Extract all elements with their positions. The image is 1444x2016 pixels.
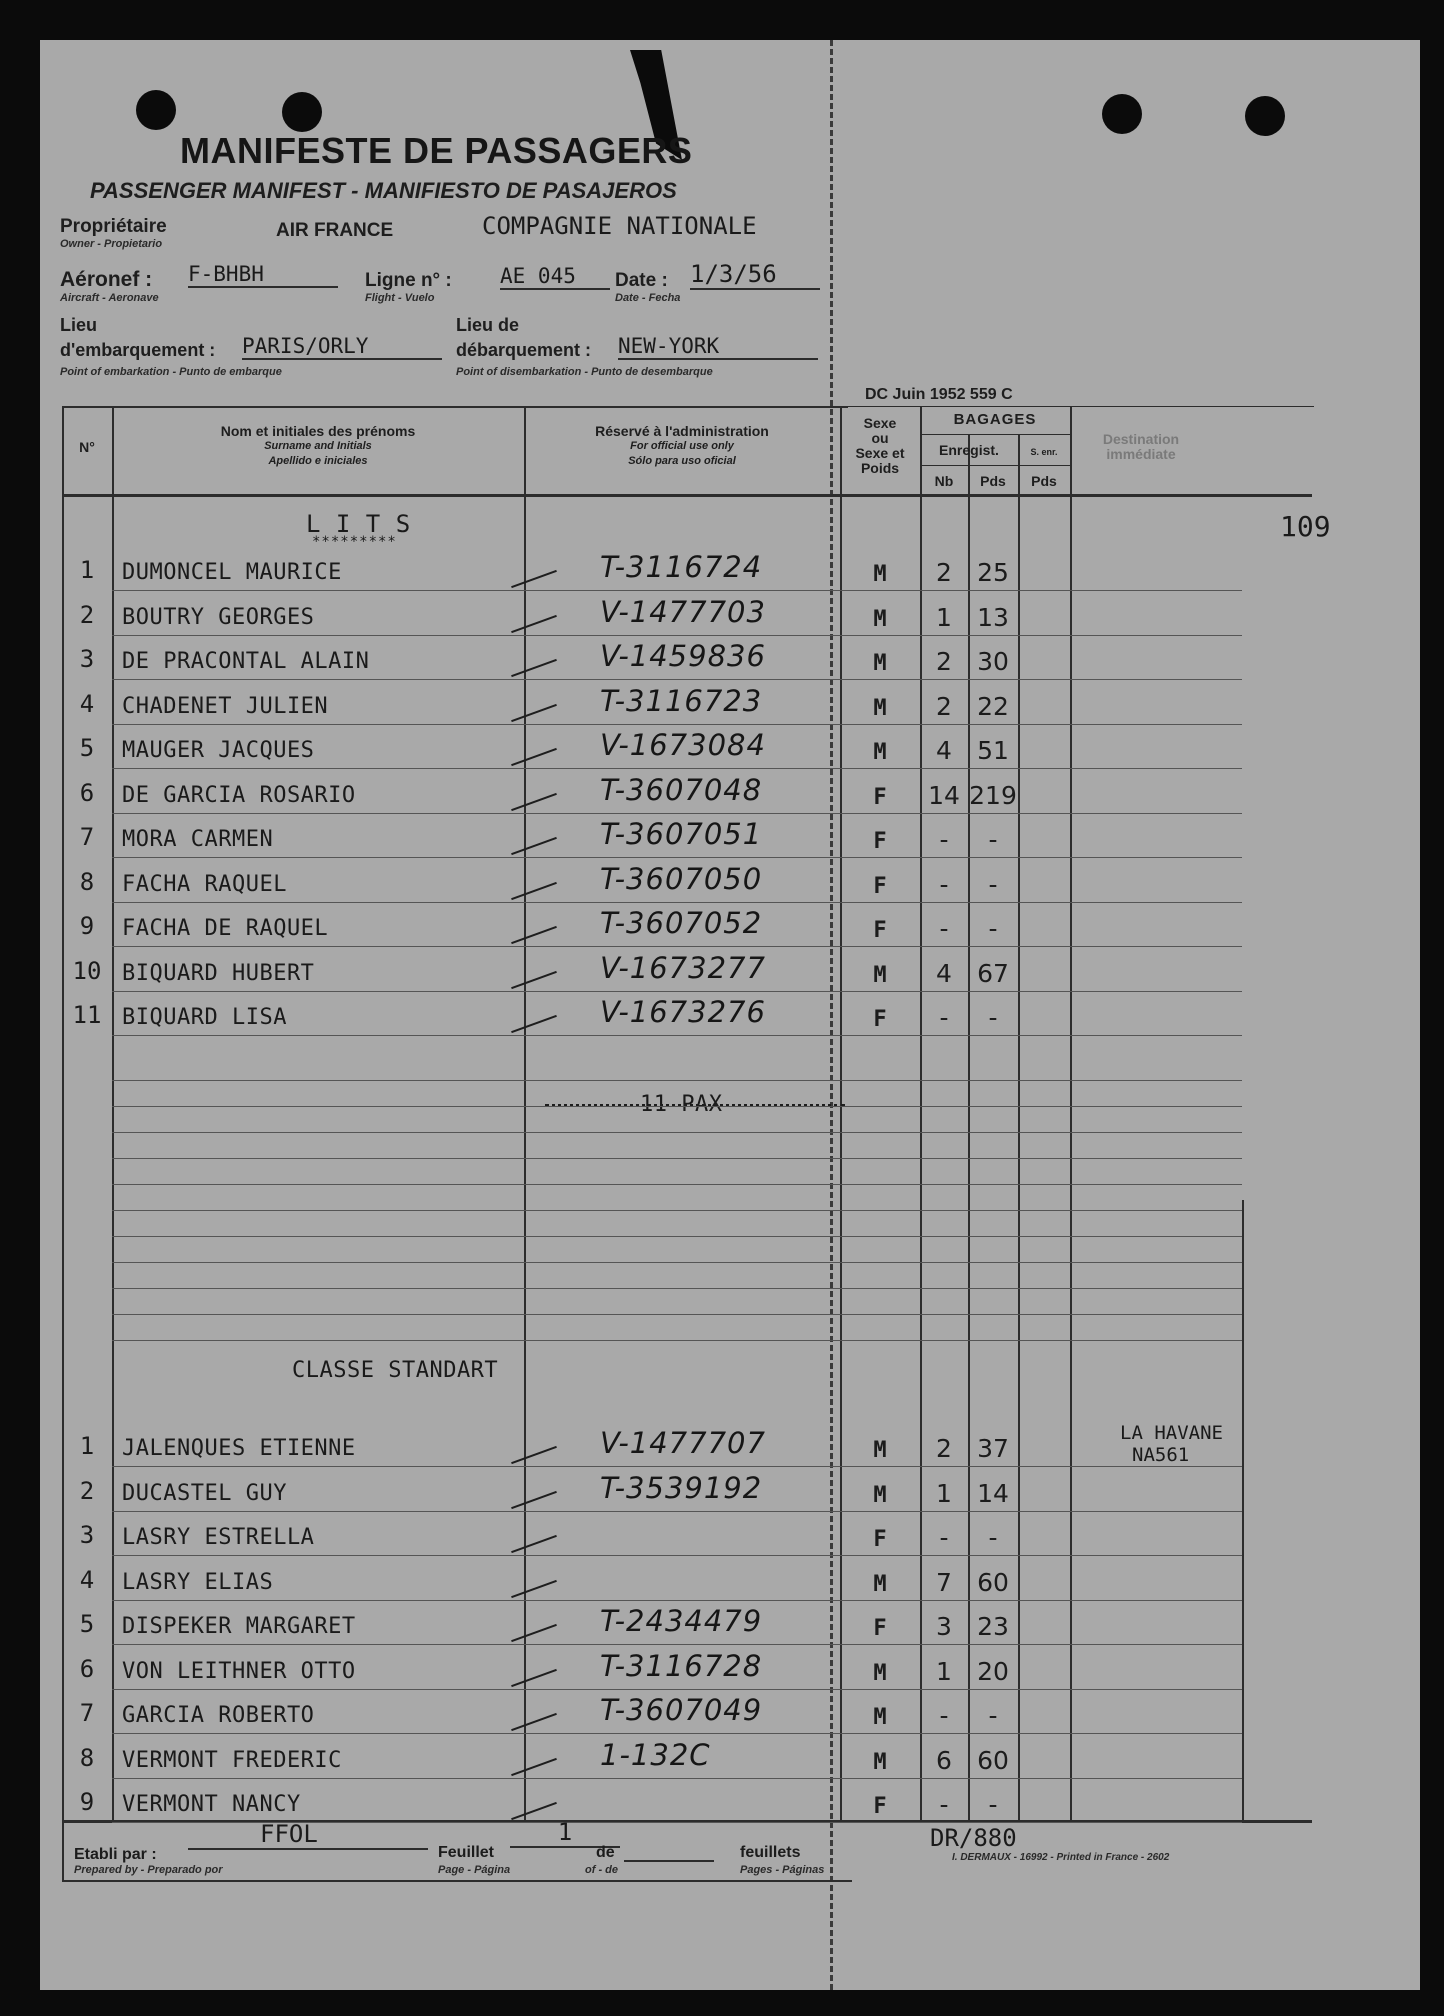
- baggage-count: 1: [936, 602, 952, 632]
- check-mark: [511, 1713, 557, 1731]
- embark-label-line2: d'embarquement :: [60, 340, 216, 360]
- embark-value: PARIS/ORLY: [242, 334, 442, 360]
- check-mark: [511, 881, 557, 899]
- baggage-weight: 67: [977, 958, 1009, 988]
- passenger-name: BIQUARD HUBERT: [122, 960, 315, 986]
- page-subtitle: PASSENGER MANIFEST - MANIFIESTO DE PASAJEROS: [90, 178, 677, 203]
- baggage-count: 4: [936, 958, 952, 988]
- passenger-name: DE GARCIA ROSARIO: [122, 782, 356, 808]
- passenger-sex: M: [873, 1749, 887, 1775]
- passenger-name: LASRY ELIAS: [122, 1569, 274, 1595]
- check-mark: [511, 748, 557, 766]
- col-header-destination-line: Destination: [1102, 431, 1180, 447]
- blank-row-rule: [112, 1236, 1242, 1237]
- row-rule: [112, 1733, 1242, 1734]
- row-number: 6: [79, 1654, 95, 1683]
- prepared-by-sublabel: Prepared by - Preparado por: [74, 1864, 223, 1876]
- blank-row-rule: [112, 1210, 1242, 1211]
- row-rule: [112, 857, 1242, 858]
- baggage-weight: 20: [977, 1656, 1009, 1686]
- baggage-weight: -: [988, 825, 998, 854]
- section-classe-label: CLASSE STANDART: [292, 1358, 499, 1383]
- row-rule: [112, 590, 1242, 591]
- row-rule: [112, 1511, 1242, 1512]
- baggage-weight: 13: [977, 602, 1009, 632]
- baggage-count: 2: [936, 1434, 952, 1463]
- row-rule: [112, 1778, 1242, 1779]
- sheet-sublabel: Page - Página: [438, 1864, 511, 1876]
- official-ticket-number: 1-132C: [600, 1737, 711, 1772]
- check-mark: [511, 1624, 557, 1642]
- passenger-sex: M: [873, 1482, 887, 1508]
- row-number: 1: [79, 556, 95, 584]
- col-header-sex-line: Sexe et: [855, 445, 905, 461]
- row-number: 5: [79, 1610, 95, 1638]
- row-number: 4: [79, 1565, 95, 1594]
- date-sublabel: Date - Fecha: [615, 292, 681, 304]
- blank-row-rule: [112, 1080, 1242, 1081]
- row-rule: [112, 1555, 1242, 1556]
- passenger-name: FACHA DE RAQUEL: [122, 916, 329, 941]
- row-number: 8: [79, 867, 95, 896]
- passenger-name: DUMONCEL MAURICE: [122, 560, 342, 585]
- row-rule: [112, 1689, 1242, 1690]
- row-number: 3: [79, 1521, 95, 1549]
- passenger-name: BOUTRY GEORGES: [122, 604, 315, 630]
- baggage-count: 3: [936, 1612, 952, 1641]
- row-rule: [112, 946, 1242, 947]
- official-ticket-number: T-3607051: [600, 817, 763, 851]
- passenger-sex: M: [873, 740, 887, 765]
- col-header-name-en: Surname and Initials: [264, 440, 372, 452]
- baggage-count: -: [939, 1790, 949, 1819]
- passenger-name: GARCIA ROBERTO: [122, 1703, 315, 1728]
- passenger-rows: [40, 40, 1420, 1990]
- baggage-weight: -: [988, 914, 998, 943]
- passenger-sex: F: [873, 1616, 887, 1641]
- official-ticket-number: V-1477703: [600, 594, 766, 629]
- passenger-name: DISPEKER MARGARET: [122, 1614, 356, 1639]
- passenger-name: FACHA RAQUEL: [122, 871, 287, 897]
- passenger-name: VERMONT FREDERIC: [122, 1747, 342, 1773]
- blank-row-rule: [112, 1184, 1242, 1185]
- passenger-sex: F: [873, 1007, 887, 1032]
- row-rule: [112, 1035, 1242, 1036]
- passenger-name: JALENQUES ETIENNE: [122, 1436, 356, 1461]
- blank-row-rule: [112, 1288, 1242, 1289]
- passenger-sex: M: [873, 651, 887, 676]
- passenger-sex: F: [873, 1794, 887, 1819]
- baggage-weight: 30: [977, 647, 1009, 676]
- passenger-name: LASRY ESTRELLA: [122, 1525, 315, 1550]
- passenger-name: DUCASTEL GUY: [122, 1480, 287, 1506]
- baggage-count: 2: [936, 691, 952, 721]
- official-ticket-number: T-3539192: [600, 1470, 763, 1505]
- passenger-name: VON LEITHNER OTTO: [122, 1658, 356, 1684]
- aircraft-value: F-BHBH: [188, 262, 338, 288]
- baggage-count: 2: [936, 647, 952, 676]
- official-ticket-number: T-3607049: [600, 1693, 763, 1727]
- passenger-name: MAUGER JACQUES: [122, 738, 315, 763]
- check-mark: [511, 1535, 557, 1553]
- check-mark: [511, 1446, 557, 1464]
- disembark-label-line1: Lieu de: [456, 315, 520, 335]
- disembark-label-line2: débarquement :: [456, 340, 592, 360]
- blank-row-rule: [112, 1158, 1242, 1159]
- check-mark: [511, 1015, 557, 1033]
- baggage-count: -: [939, 1003, 949, 1032]
- owner-value: AIR FRANCE: [276, 220, 394, 241]
- blank-row-rule: [112, 1106, 1242, 1107]
- destination-value: LA HAVANE: [1120, 1422, 1223, 1444]
- row-number: 2: [79, 1476, 95, 1505]
- sheets-label: feuillets: [740, 1844, 801, 1861]
- col-header-no: N°: [79, 439, 95, 455]
- passenger-sex: M: [873, 1660, 887, 1686]
- official-ticket-number: V-1673276: [600, 995, 766, 1029]
- flight-label: Ligne n° :: [365, 270, 452, 291]
- passenger-name: MORA CARMEN: [122, 827, 274, 852]
- destination-flight: NA561: [1132, 1444, 1190, 1466]
- passenger-sex: F: [873, 918, 887, 943]
- row-number: 2: [79, 600, 95, 629]
- baggage-count: 1: [936, 1656, 952, 1686]
- baggage-weight: 60: [977, 1745, 1009, 1775]
- check-mark: [511, 970, 557, 988]
- check-mark: [511, 926, 557, 944]
- col-header-pds: Pds: [980, 473, 1006, 489]
- baggage-count: -: [939, 914, 949, 943]
- check-mark: [511, 570, 557, 588]
- passenger-name: CHADENET JULIEN: [122, 693, 329, 719]
- page-title: MANIFESTE DE PASSAGERS: [180, 130, 693, 171]
- of-label: de: [596, 1844, 615, 1861]
- col-header-name-fr: Nom et initiales des prénoms: [220, 423, 416, 439]
- baggage-weight: -: [988, 1523, 998, 1552]
- disembark-value: NEW-YORK: [618, 334, 818, 360]
- blank-row-rule: [112, 1314, 1242, 1315]
- row-rule: [112, 813, 1242, 814]
- row-rule: [112, 1644, 1242, 1645]
- row-number: 3: [79, 645, 95, 673]
- baggage-count: -: [939, 1701, 949, 1730]
- col-header-registered: Enregist.: [939, 442, 999, 458]
- flight-value: AE 045: [500, 264, 610, 290]
- printer-imprint: I. DERMAUX - 16992 - Printed in France - 2602: [952, 1852, 1170, 1863]
- check-mark: [511, 703, 557, 721]
- baggage-weight: 219: [969, 780, 1017, 810]
- sheet-value: 1: [510, 1818, 620, 1848]
- row-rule: [112, 635, 1242, 636]
- baggage-weight: -: [988, 1790, 998, 1819]
- blank-row-rule: [112, 1132, 1242, 1133]
- baggage-weight: 51: [977, 736, 1009, 765]
- prepared-by-value: FFOL: [188, 1820, 428, 1850]
- passenger-name: BIQUARD LISA: [122, 1005, 287, 1030]
- passenger-sex: F: [873, 873, 887, 899]
- row-rule: [112, 768, 1242, 769]
- passenger-sex: M: [873, 1571, 887, 1597]
- page-reference-number: 109: [1280, 510, 1331, 543]
- col-header-pds-unreg: Pds: [1031, 473, 1057, 489]
- passenger-sex: M: [873, 562, 887, 587]
- baggage-count: 2: [936, 558, 952, 587]
- official-ticket-number: V-1673084: [600, 728, 766, 762]
- row-number: 4: [79, 689, 95, 718]
- baggage-count: 14: [928, 780, 960, 810]
- sheet-label: Feuillet: [438, 1844, 495, 1861]
- baggage-count: 6: [936, 1745, 952, 1775]
- baggage-count: 1: [936, 1478, 952, 1508]
- row-rule: [112, 1466, 1242, 1467]
- official-ticket-number: V-1673277: [600, 950, 766, 985]
- row-number: 8: [79, 1743, 95, 1772]
- aircraft-sublabel: Aircraft - Aeronave: [60, 292, 159, 304]
- row-number: 10: [72, 956, 102, 985]
- baggage-weight: 60: [977, 1567, 1009, 1597]
- official-ticket-number: T-3607050: [600, 861, 763, 896]
- sheets-sublabel: Pages - Páginas: [740, 1864, 825, 1876]
- row-number: 7: [79, 1699, 95, 1727]
- owner-typed-value: COMPAGNIE NATIONALE: [482, 212, 757, 240]
- blank-row-rule: [112, 1262, 1242, 1263]
- row-number: 1: [79, 1432, 95, 1460]
- disembark-sublabel: Point of disembarkation - Punto de desembarque: [456, 366, 713, 378]
- col-header-sex-line: Sexe: [863, 415, 897, 431]
- embark-sublabel: Point of embarkation - Punto de embarque: [60, 366, 282, 378]
- check-mark: [511, 837, 557, 855]
- baggage-weight: 14: [977, 1478, 1009, 1508]
- passenger-sex: F: [873, 1527, 887, 1552]
- date-label: Date :: [615, 270, 668, 291]
- check-mark: [511, 659, 557, 677]
- baggage-weight: -: [988, 1003, 998, 1032]
- prepared-by-label: Etabli par :: [74, 1846, 157, 1863]
- section-lits-stars: *********: [312, 534, 397, 550]
- passenger-sex: M: [873, 1438, 887, 1463]
- col-header-sex-line: Poids: [860, 460, 900, 476]
- row-number: 11: [72, 1001, 102, 1029]
- row-rule: [112, 991, 1242, 992]
- flight-sublabel: Flight - Vuelo: [365, 292, 435, 304]
- baggage-weight: 25: [977, 558, 1009, 587]
- row-number: 9: [79, 1788, 95, 1816]
- baggage-count: -: [939, 869, 949, 899]
- baggage-weight: -: [988, 869, 998, 899]
- row-number: 5: [79, 734, 95, 762]
- row-number: 7: [79, 823, 95, 851]
- aircraft-label: Aéronef :: [60, 268, 153, 291]
- baggage-weight: -: [988, 1701, 998, 1730]
- check-mark: [511, 1668, 557, 1686]
- passenger-sex: M: [873, 695, 887, 721]
- baggage-weight: 22: [977, 691, 1009, 721]
- row-rule: [112, 679, 1242, 680]
- official-ticket-number: T-2434479: [600, 1604, 763, 1638]
- manifest-sheet: [40, 40, 1420, 1990]
- col-header-name-es: Apellido e iniciales: [268, 455, 368, 467]
- official-ticket-number: V-1459836: [600, 639, 766, 673]
- of-sublabel: of - de: [585, 1864, 618, 1876]
- form-reference: DC Juin 1952 559 C: [865, 386, 1013, 403]
- passenger-sex: F: [873, 829, 887, 854]
- row-number: 9: [79, 912, 95, 940]
- official-ticket-number: V-1477707: [600, 1426, 766, 1460]
- col-header-official-en: For official use only: [630, 440, 734, 452]
- row-rule: [112, 902, 1242, 903]
- check-mark: [511, 614, 557, 632]
- baggage-count: 4: [936, 736, 952, 765]
- col-header-official-fr: Réservé à l'administration: [595, 423, 769, 439]
- date-value: 1/3/56: [690, 260, 820, 290]
- check-mark: [511, 1579, 557, 1597]
- official-ticket-number: T-3607048: [600, 772, 763, 807]
- owner-sublabel: Owner - Propietario: [60, 238, 163, 250]
- passenger-sex: M: [873, 962, 887, 988]
- section-lits-label: L I T S: [306, 510, 411, 538]
- baggage-weight: 37: [977, 1434, 1009, 1463]
- check-mark: [511, 1757, 557, 1775]
- sheets-total-blank: [624, 1840, 714, 1862]
- passenger-sex: M: [873, 606, 887, 632]
- official-ticket-number: T-3116724: [600, 550, 763, 584]
- row-number: 6: [79, 778, 95, 807]
- baggage-weight: 23: [977, 1612, 1009, 1641]
- col-header-destination-line: immédiate: [1106, 446, 1176, 462]
- passenger-sex: F: [873, 784, 887, 810]
- dr-reference: DR/880: [930, 1824, 1017, 1852]
- official-ticket-number: T-3116728: [600, 1648, 763, 1683]
- passenger-name: DE PRACONTAL ALAIN: [122, 649, 370, 674]
- embark-label-line1: Lieu: [60, 315, 98, 335]
- col-header-baggage: BAGAGES: [953, 411, 1037, 428]
- col-header-sex-line: ou: [871, 430, 889, 446]
- check-mark: [511, 792, 557, 810]
- baggage-count: -: [939, 1523, 949, 1552]
- owner-label: Propriétaire: [60, 216, 167, 237]
- row-rule: [112, 1600, 1242, 1601]
- baggage-count: 7: [936, 1567, 952, 1597]
- baggage-count: -: [939, 825, 949, 854]
- passenger-sex: M: [873, 1705, 887, 1730]
- col-header-official-es: Sólo para uso oficial: [628, 455, 736, 467]
- pax-total: 11 PAX: [640, 1092, 723, 1117]
- official-ticket-number: T-3607052: [600, 906, 763, 940]
- passenger-name: VERMONT NANCY: [122, 1792, 301, 1817]
- official-ticket-number: T-3116723: [600, 683, 763, 718]
- col-header-unregistered: S. enr.: [1030, 447, 1058, 457]
- col-header-nb: Nb: [934, 473, 954, 489]
- row-rule: [112, 724, 1242, 725]
- check-mark: [511, 1490, 557, 1508]
- blank-row-rule: [112, 1340, 1242, 1341]
